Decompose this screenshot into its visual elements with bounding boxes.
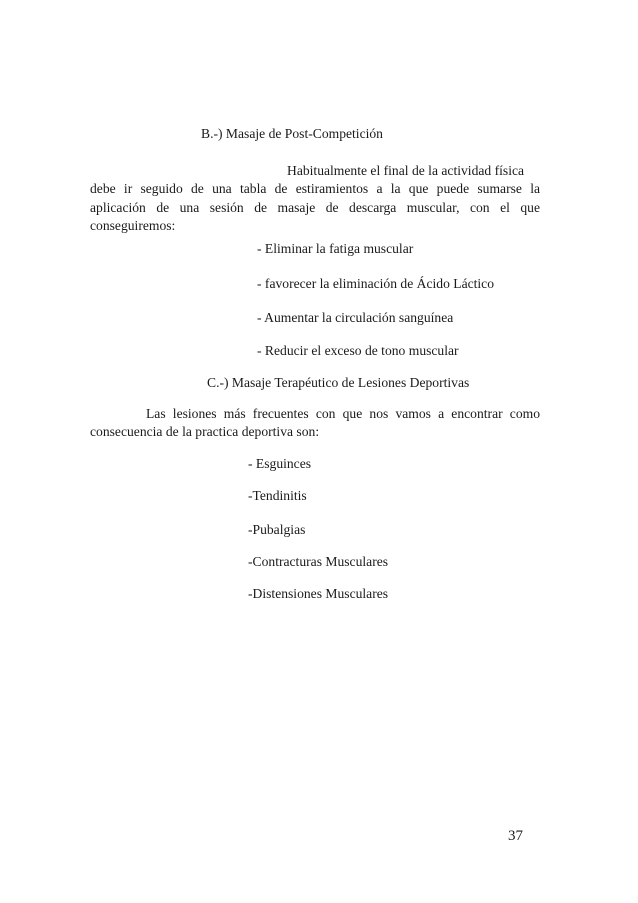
section-b-paragraph-line-4: conseguiremos: (90, 218, 176, 233)
section-b-bullet-2: - favorecer la eliminación de Ácido Láctico (257, 276, 495, 291)
section-b-paragraph-line-2: debe ir seguido de una tabla de estiramientos a la que puede sumarse la (90, 181, 540, 196)
page-number: 37 (508, 828, 523, 844)
section-c-heading: C.-) Masaje Terapéutico de Lesiones Deportivas (207, 375, 470, 390)
section-b-bullet-1: - Eliminar la fatiga muscular (257, 241, 414, 256)
section-c-item-5: -Distensiones Musculares (248, 586, 389, 601)
section-b-paragraph-line-3: aplicación de una sesión de masaje de descarga muscular, con el que (90, 200, 540, 215)
section-c-item-4: -Contracturas Musculares (248, 554, 389, 569)
section-c-item-1: - Esguinces (248, 456, 312, 471)
section-b-heading: B.-) Masaje de Post-Competición (201, 126, 383, 141)
section-c-item-2: -Tendinitis (248, 488, 307, 503)
section-b-paragraph-line-1: Habitualmente el final de la actividad física (287, 163, 525, 178)
section-c-paragraph-line-1: Las lesiones más frecuentes con que nos vamos a encontrar como (146, 406, 540, 421)
section-c-paragraph-line-2: consecuencia de la practica deportiva son: (90, 424, 320, 439)
section-c-item-3: -Pubalgias (248, 522, 306, 537)
section-b-bullet-3: - Aumentar la circulación sanguínea (257, 310, 454, 325)
section-b-bullet-4: - Reducir el exceso de tono muscular (257, 343, 459, 358)
